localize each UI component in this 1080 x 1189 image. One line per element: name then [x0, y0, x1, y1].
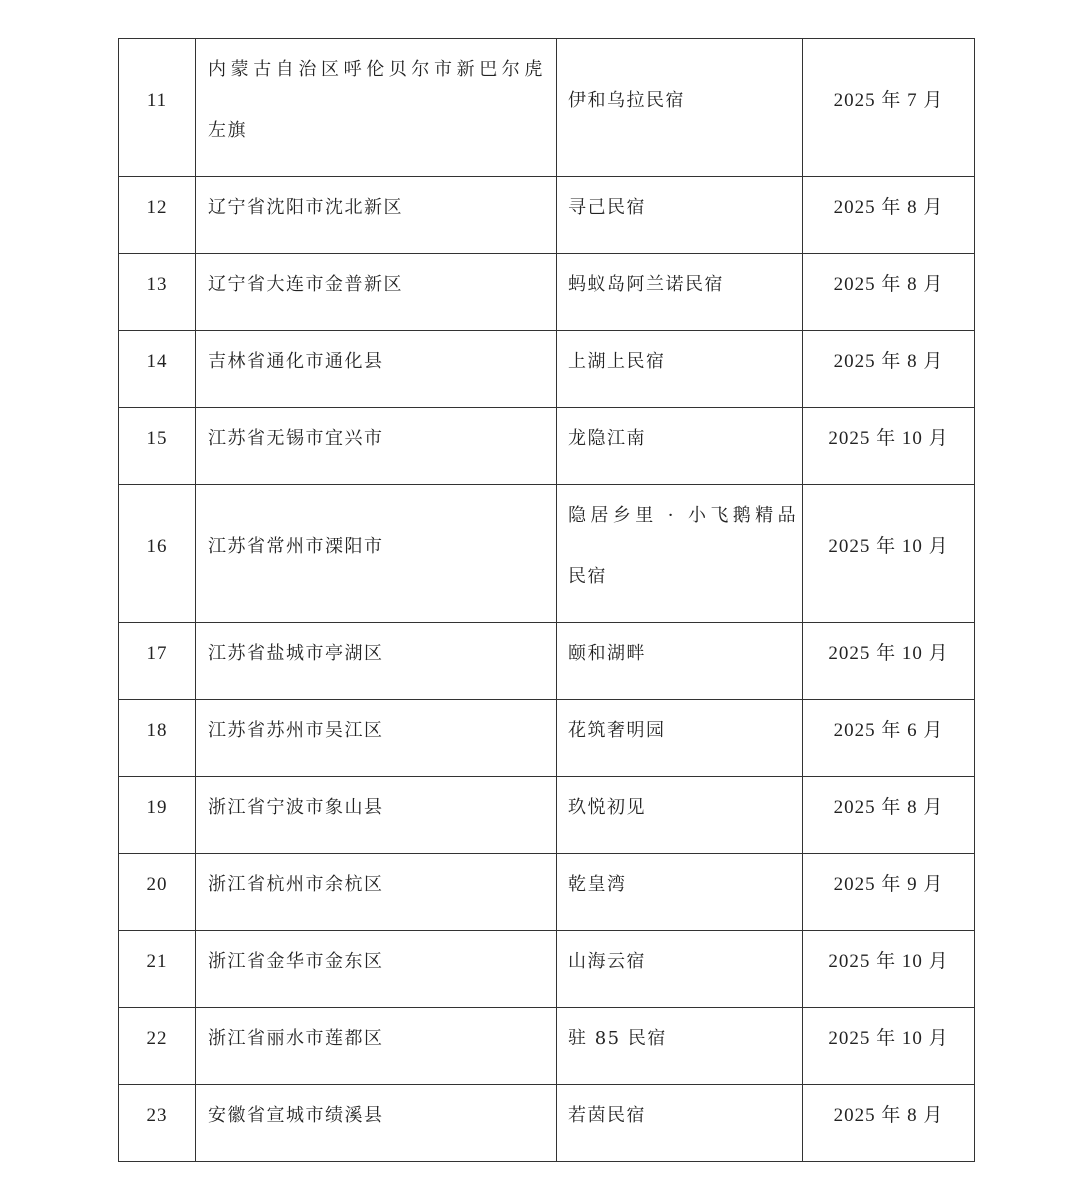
table-row	[119, 1085, 975, 1162]
row-number-cell: 17	[119, 623, 196, 700]
table-row	[119, 408, 975, 485]
date-cell: 2025 年 9 月	[803, 854, 975, 931]
table-row	[119, 700, 975, 777]
homestay-name-cell	[557, 1085, 803, 1162]
location-text: 江苏省盐城市亭湖区	[208, 643, 384, 664]
table-row	[119, 254, 975, 331]
homestay-name-text: 龙隐江南	[568, 428, 646, 449]
homestay-name-cell	[557, 254, 803, 331]
row-number-cell: 11	[119, 39, 196, 177]
date-cell: 2025 年 8 月	[803, 1085, 975, 1162]
location-text: 吉林省通化市通化县	[208, 351, 384, 372]
location-text: 安徽省宣城市绩溪县	[208, 1105, 384, 1126]
location-cell	[196, 254, 557, 331]
table-row	[119, 1008, 975, 1085]
homestay-name-text: 上湖上民宿	[568, 351, 666, 372]
homestay-name-text: 隐居乡里 · 小飞鹅精品	[568, 505, 800, 526]
date-cell: 2025 年 10 月	[803, 485, 975, 623]
location-cell	[196, 854, 557, 931]
homestay-name-cell	[557, 177, 803, 254]
homestay-name-cell	[557, 700, 803, 777]
date-cell: 2025 年 6 月	[803, 700, 975, 777]
location-text: 浙江省金华市金东区	[208, 951, 384, 972]
location-cell	[196, 623, 557, 700]
homestay-name-cell	[557, 854, 803, 931]
location-cell	[196, 177, 557, 254]
table-row	[119, 331, 975, 408]
homestay-name-text: 寻己民宿	[568, 197, 646, 218]
homestay-name-cell	[557, 331, 803, 408]
table-row	[119, 623, 975, 700]
location-text: 内蒙古自治区呼伦贝尔市新巴尔虎	[208, 59, 547, 80]
location-cell	[196, 485, 557, 623]
date-cell: 2025 年 7 月	[803, 39, 975, 177]
homestay-name-cell	[557, 39, 803, 177]
row-number-cell: 23	[119, 1085, 196, 1162]
row-number-cell: 22	[119, 1008, 196, 1085]
location-text: 江苏省苏州市吴江区	[208, 720, 384, 741]
table-row	[119, 854, 975, 931]
location-text: 左旗	[208, 120, 247, 141]
location-text: 浙江省丽水市莲都区	[208, 1028, 384, 1049]
homestay-name-text: 若茵民宿	[568, 1105, 646, 1126]
date-cell: 2025 年 8 月	[803, 254, 975, 331]
homestay-name-cell	[557, 1008, 803, 1085]
homestay-name-cell	[557, 485, 803, 623]
table-row	[119, 931, 975, 1008]
homestay-name-text: 乾皇湾	[568, 874, 627, 895]
homestay-name-cell	[557, 623, 803, 700]
table-row	[119, 485, 975, 623]
date-cell: 2025 年 8 月	[803, 177, 975, 254]
table-body	[119, 39, 975, 1162]
homestay-name-cell	[557, 408, 803, 485]
row-number-cell: 12	[119, 177, 196, 254]
table-row	[119, 777, 975, 854]
homestay-name-text: 玖悦初见	[568, 797, 646, 818]
row-number-cell: 21	[119, 931, 196, 1008]
location-text: 辽宁省沈阳市沈北新区	[208, 197, 403, 218]
location-cell	[196, 331, 557, 408]
row-number-cell: 15	[119, 408, 196, 485]
location-text: 江苏省无锡市宜兴市	[208, 428, 384, 449]
row-number-cell: 13	[119, 254, 196, 331]
location-text: 浙江省杭州市余杭区	[208, 874, 384, 895]
homestay-name-text: 蚂蚁岛阿兰诺民宿	[568, 274, 724, 295]
homestay-name-cell	[557, 931, 803, 1008]
date-cell: 2025 年 10 月	[803, 931, 975, 1008]
location-cell	[196, 777, 557, 854]
table-row	[119, 177, 975, 254]
row-number-cell: 19	[119, 777, 196, 854]
row-number-cell: 20	[119, 854, 196, 931]
homestay-name-text: 伊和乌拉民宿	[568, 89, 685, 111]
location-text: 辽宁省大连市金普新区	[208, 274, 403, 295]
homestay-name-text: 花筑奢明园	[568, 720, 666, 741]
homestay-name-cell	[557, 777, 803, 854]
location-text: 浙江省宁波市象山县	[208, 797, 384, 818]
homestay-list-table	[118, 38, 975, 1162]
date-cell: 2025 年 8 月	[803, 777, 975, 854]
location-cell	[196, 931, 557, 1008]
homestay-name-text: 民宿	[568, 566, 607, 587]
date-cell: 2025 年 8 月	[803, 331, 975, 408]
date-cell: 2025 年 10 月	[803, 623, 975, 700]
location-cell	[196, 1085, 557, 1162]
homestay-name-text: 山海云宿	[568, 951, 646, 972]
row-number-cell: 14	[119, 331, 196, 408]
location-cell	[196, 700, 557, 777]
homestay-name-text: 驻 85 民宿	[568, 1028, 667, 1049]
date-cell: 2025 年 10 月	[803, 1008, 975, 1085]
date-cell: 2025 年 10 月	[803, 408, 975, 485]
location-text: 江苏省常州市溧阳市	[208, 535, 384, 557]
location-cell	[196, 39, 557, 177]
row-number-cell: 16	[119, 485, 196, 623]
row-number-cell: 18	[119, 700, 196, 777]
location-cell	[196, 1008, 557, 1085]
table-row	[119, 39, 975, 177]
homestay-name-text: 颐和湖畔	[568, 643, 646, 664]
location-cell	[196, 408, 557, 485]
